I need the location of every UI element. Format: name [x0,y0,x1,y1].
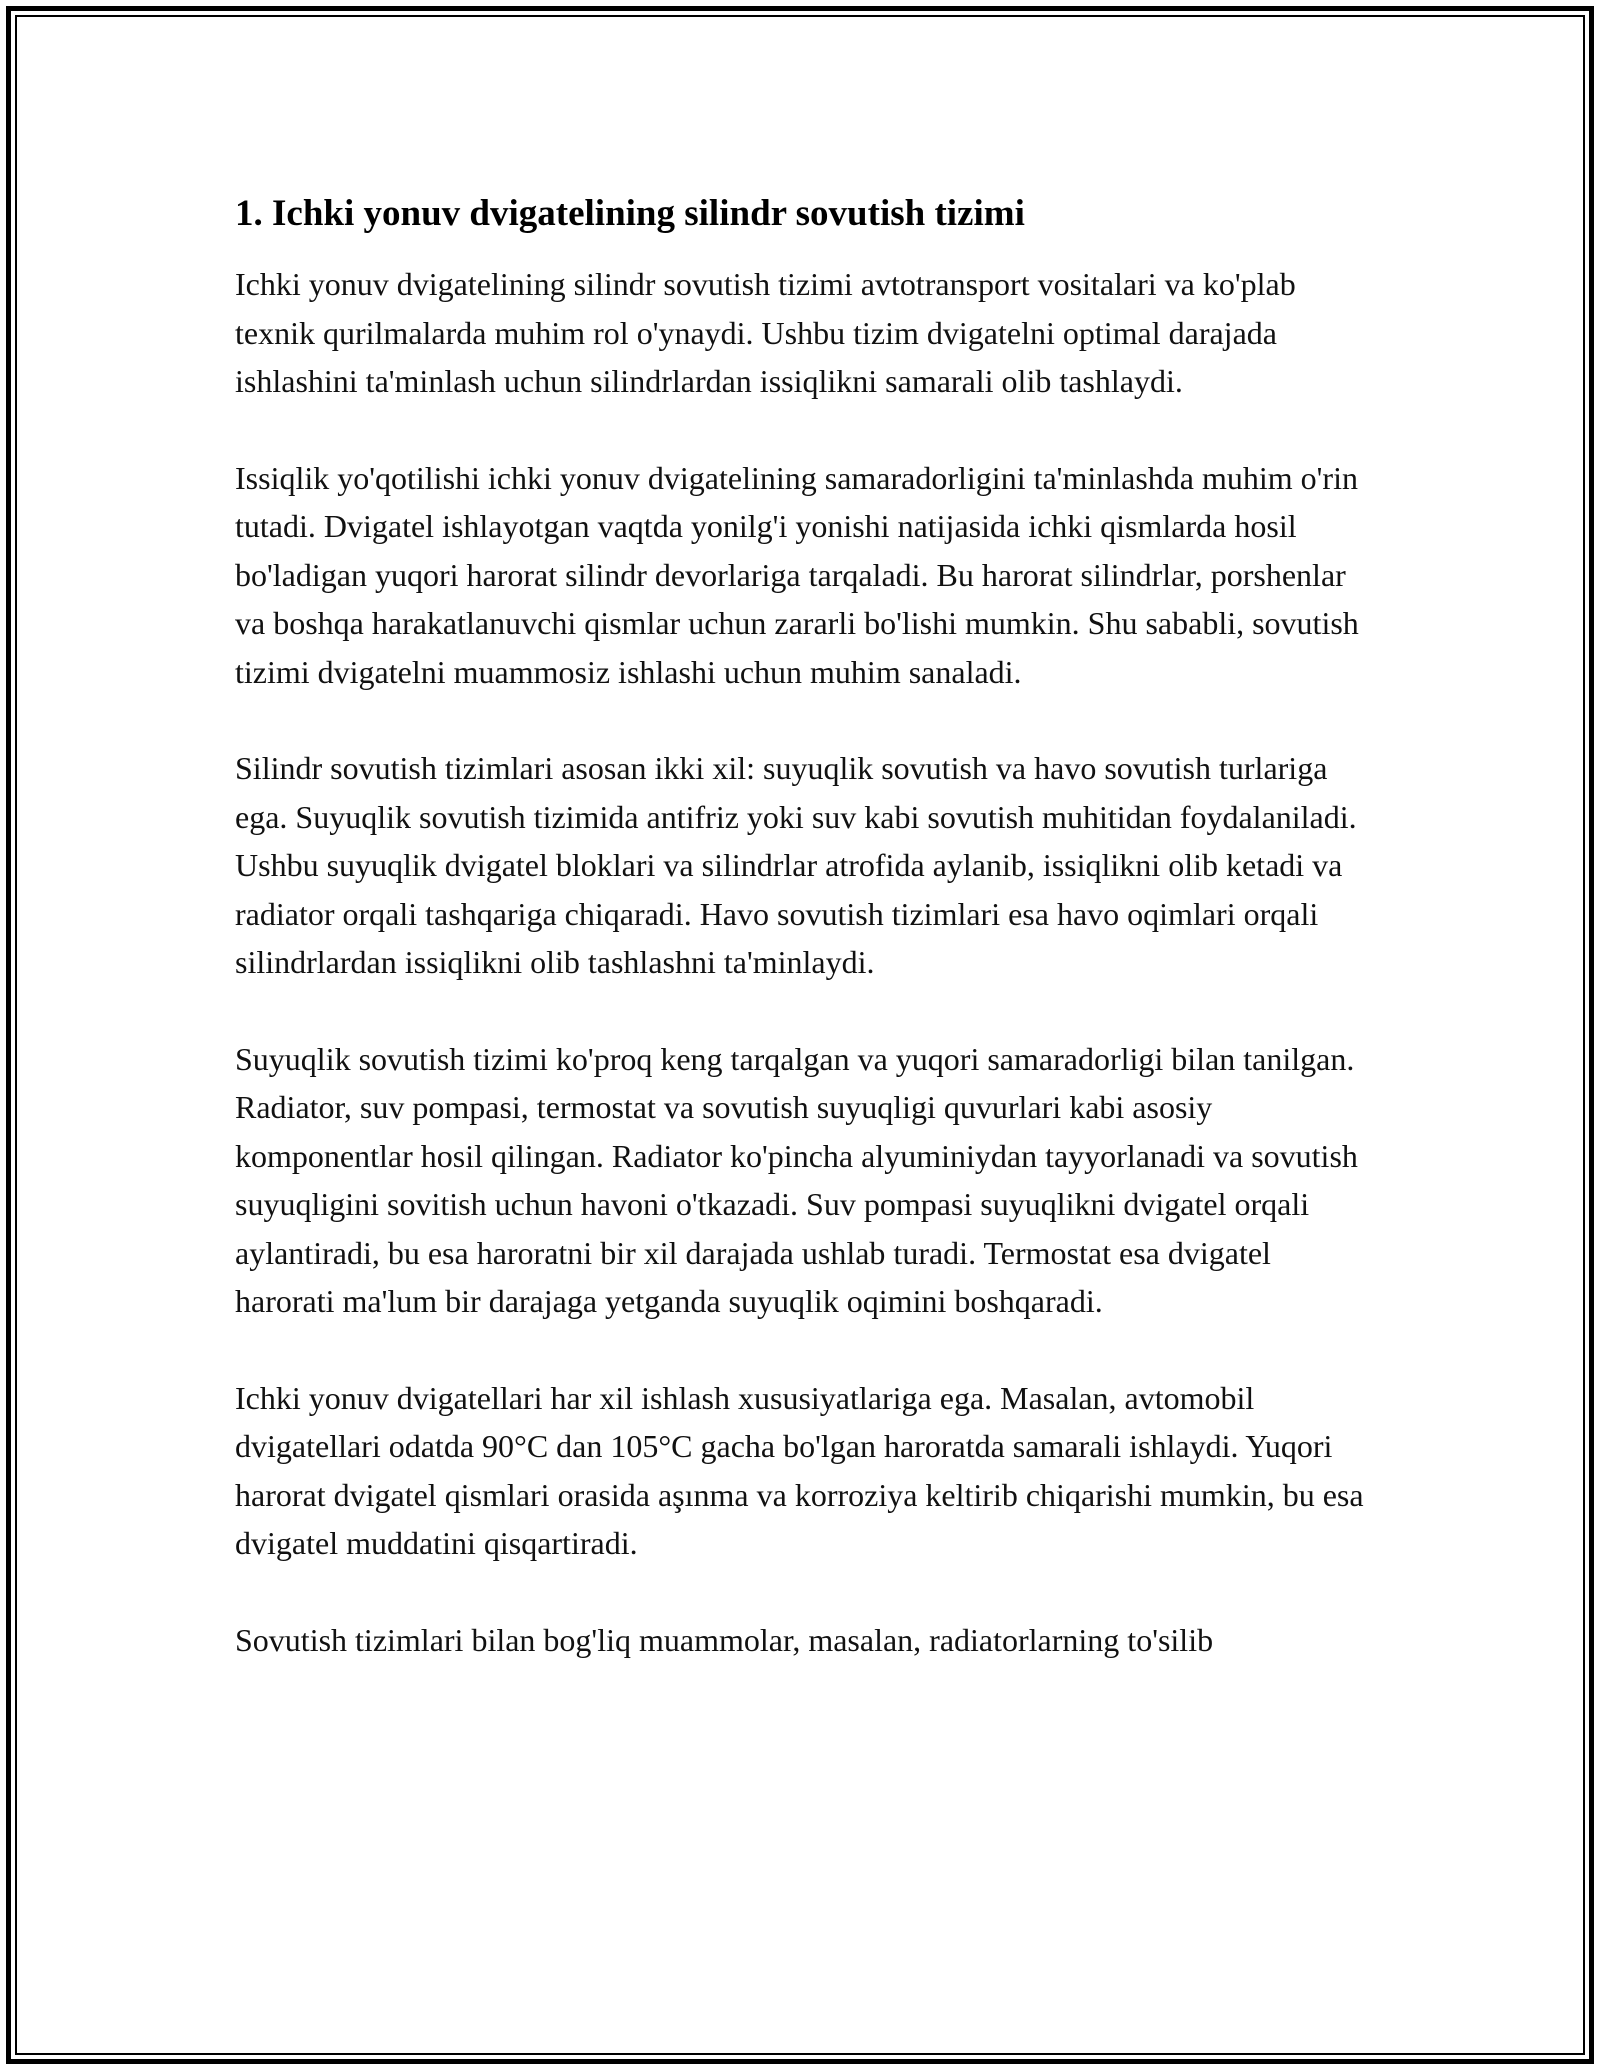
paragraph-2: Issiqlik yo'qotilishi ichki yonuv dvigatelining samaradorligini ta'minlashda muhim o'rin tutadi. Dvigatel ishlayotgan vaqtda yonilg'i yonishi natijasida ichki qismlarda hosil bo'ladigan yuqori harorat silindr devorlariga tarqaladi. Bu harorat silindrlar, porshenlar va boshqa harakatlanuvchi qismlar uchun zararli bo'lishi mumkin. Shu sababli, sovutish tizimi dvigatelni muammosiz ishlashi uchun muhim sanaladi. [235,459,1359,690]
paragraph-1: Ichki yonuv dvigatelining silindr sovutish tizimi avtotransport vositalari va ko'plab texnik qurilmalarda muhim rol o'ynaydi. Ushbu tizim dvigatelni optimal darajada ishlashini ta'minlash uchun silindrlardan issiqlikni samarali olib tashlaydi. [235,266,1296,399]
document-body [235,190,1375,1712]
page-title: 1. Ichki yonuv dvigatelining silindr sovutish tizimi [235,193,1025,234]
paragraph-5: Ichki yonuv dvigatellari har xil ishlash xususiyatlariga ega. Masalan, avtomobil dvigatellari odatda 90°C dan 105°C gacha bo'lgan haroratda samarali ishlaydi. Yuqori harorat dvigatel qismlari orasida aşınma va korroziya keltirib chiqarishi mumkin, bu esa dvigatel muddatini qisqartiradi. [235,1379,1364,1561]
paragraph-3: Silindr sovutish tizimlari asosan ikki xil: suyuqlik sovutish va havo sovutish turlariga ega. Suyuqlik sovutish tizimida antifriz yoki suv kabi sovutish muhitidan foydalaniladi. Ushbu suyuqlik dvigatel bloklari va silindrlar atrofida aylanib, issiqlikni olib ketadi va radiator orqali tashqariga chiqaradi. Havo sovutish tizimlari esa havo oqimlari orqali silindrlardan issiqlikni olib tashlashni ta'minlaydi. [235,750,1357,980]
paragraph-6: Sovutish tizimlari bilan bog'liq muammolar, masalan, radiatorlarning to'silib [235,1621,1214,1658]
paragraph-4: Suyuqlik sovutish tizimi ko'proq keng tarqalgan va yuqori samaradorligi bilan tanilgan. Radiator, suv pompasi, termostat va sovutish suyuqligi quvurlari kabi asosiy komponentlar hosil qilingan. Radiator ko'pincha alyuminiydan tayyorlanadi va sovutish suyuqligini sovitish uchun havoni o'tkazadi. Suv pompasi suyuqlikni dvigatel orqali aylantiradi, bu esa haroratni bir xil darajada ushlab turadi. Termostat esa dvigatel harorati ma'lum bir darajaga yetganda suyuqlik oqimini boshqaradi. [235,1040,1358,1319]
